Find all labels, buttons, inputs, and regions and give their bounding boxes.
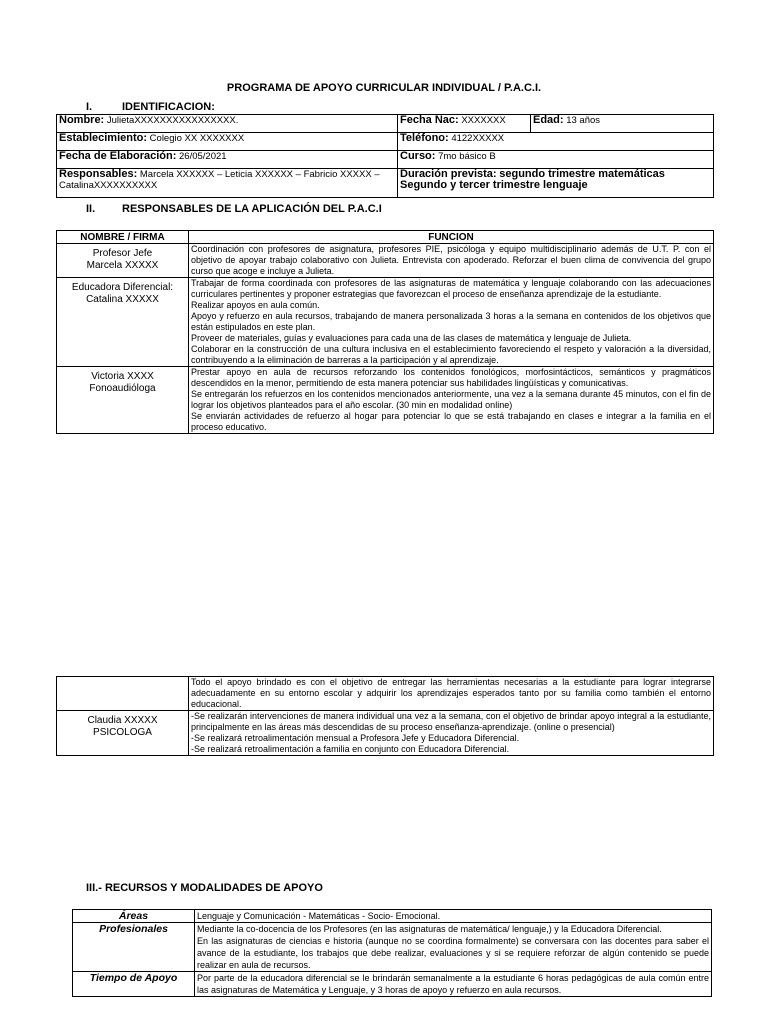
responsable-name-line: Educadora Diferencial: <box>71 282 174 293</box>
recurso-row <box>73 972 712 997</box>
responsable-function-cell <box>189 677 714 711</box>
function-paragraph: Realizar apoyos en aula común. <box>191 300 320 310</box>
section-label: IDENTIFICACION: <box>122 101 215 113</box>
curso-cell: Curso: 7mo básico B <box>398 151 714 169</box>
responsable-row <box>57 711 714 756</box>
recurso-heading: Profesionales <box>73 923 195 972</box>
header-nombre-firma: NOMBRE / FIRMA <box>57 231 189 244</box>
recurso-heading: Áreas <box>73 910 195 923</box>
recurso-paragraph: Lenguaje y Comunicación - Matemáticas - Socio- Emocional. <box>197 911 441 921</box>
responsable-name-cell <box>57 677 189 711</box>
recurso-content <box>195 923 712 972</box>
telefono-cell: Teléfono: 4122XXXXX <box>398 133 714 151</box>
responsable-function-cell <box>189 711 714 756</box>
function-paragraph: -Se realizará retroalimentación a familia en conjunto con Educadora Diferencial. <box>191 744 510 754</box>
identification-table <box>56 114 714 198</box>
responsable-name-line: Claudia XXXXX <box>87 715 158 726</box>
fecha-nac-cell: Fecha Nac: XXXXXXX <box>398 115 531 133</box>
recurso-paragraph: Mediante la co-docencia de los Profesores (en las asignaturas de matemática/ lenguaje,) y la Educadora Diferencial. <box>197 924 662 934</box>
function-paragraph: Apoyo y refuerzo en aula recursos, trabajando de manera personalizada 3 horas a la semana en contenidos de los objetivos que están estipulados en este plan. <box>191 311 711 332</box>
responsable-name-line: Catalina XXXXX <box>86 294 159 305</box>
header-funcion: FUNCION <box>189 231 714 244</box>
function-paragraph: Trabajar de forma coordinada con profesores de las asignaturas de matemática y lenguaje colaborando con las adecuaciones curriculares pertinentes y proponer estrategias que favorezcan el proceso de enseñanza aprendizaje de la estudiante. <box>191 278 711 299</box>
telefono-value: 4122XXXXX <box>451 133 505 144</box>
function-paragraph: Se entregarán los refuerzos en los contenidos mencionados anteriormente, una vez a la semana durante 45 minutos, con el fin de lograr los objetivos planteados para el año escolar. (30 min en modalidad online) <box>191 389 711 410</box>
recurso-content <box>195 972 712 997</box>
responsable-name-cell <box>57 711 189 756</box>
responsable-name-line: PSICOLOGA <box>93 727 152 738</box>
section-responsables-heading <box>86 203 382 215</box>
responsable-row <box>57 244 714 278</box>
edad-value: 13 años <box>566 115 601 126</box>
responsable-name-line: Marcela XXXXX <box>86 260 159 271</box>
recurso-paragraph: Por parte de la educadora diferencial se le brindarán semanalmente a la estudiante 6 horas pedagógicas de aula común entre las asignaturas de Matemática y Lenguaje, y 3 horas de apoyo y refuerzo en aula recursos. <box>197 973 709 995</box>
establecimiento-value: Colegio XX XXXXXXX <box>149 133 245 144</box>
recurso-row <box>73 923 712 972</box>
responsables-value: Marcela XXXXXX – Leticia XXXXXX – Fabricio XXXXX – CatalinaXXXXXXXXXX <box>59 169 380 191</box>
responsable-name-cell <box>57 367 189 434</box>
function-paragraph: Se enviarán actividades de refuerzo al hogar para potenciar lo que se está trabajando en clases e integrar a la familia en el proceso educativo. <box>191 411 711 432</box>
recurso-content <box>195 910 712 923</box>
document-title: PROGRAMA DE APOYO CURRICULAR INDIVIDUAL / P.A.C.I. <box>226 82 542 94</box>
fecha-elaboracion-value: 26/05/2021 <box>179 151 227 162</box>
section-identificacion-heading <box>86 101 215 113</box>
function-paragraph: Coordinación con profesores de asignatura, profesores PIE, psicóloga y equipo multidisciplinario además de U.T. P. con el objetivo de apoyar trabajo colaborativo con Julieta. Entrevista con apoderado. Reforzar el buen clima de convivencia del grupo curso que acoge e incluye a Julieta. <box>191 244 711 276</box>
responsable-name-line: Profesor Jefe <box>92 248 153 259</box>
section-label: RESPONSABLES DE LA APLICACIÓN DEL P.A.C.I <box>122 203 382 215</box>
responsables-cell: Responsables: Marcela XXXXXX – Leticia XXXXXX – Fabricio XXXXX – CatalinaXXXXXXXXXX <box>57 169 398 198</box>
recursos-table <box>72 909 712 997</box>
fecha-elaboracion-cell: Fecha de Elaboración: 26/05/2021 <box>57 151 398 169</box>
function-paragraph: Colaborar en la construcción de una cultura inclusiva en el establecimiento favoreciendo el respeto y valoración a la diversidad, contribuyendo a la eliminación de barreras a la participación y al aprendizaje. <box>191 344 711 365</box>
function-paragraph: Proveer de materiales, guías y evaluaciones para cada una de las clases de matemática y lenguaje de Julieta. <box>191 333 632 343</box>
responsable-row <box>57 278 714 367</box>
responsable-function-cell <box>189 278 714 367</box>
responsables-table-continued <box>56 676 714 756</box>
edad-cell: Edad: 13 años <box>531 115 714 133</box>
recurso-paragraph: En las asignaturas de ciencias e historia (aunque no se coordina formalmente) se conversara con las docentes para saber el avance de la estudiante, los trabajos que debe realizar, evaluaciones y si se requiere reforzar de algún contenido se puede realizar en aula de recursos. <box>197 936 709 970</box>
section-number: II. <box>86 203 96 215</box>
nombre-value: JulietaXXXXXXXXXXXXXXXX. <box>106 115 239 126</box>
curso-value: 7mo básico B <box>438 151 496 162</box>
function-paragraph: -Se realizará retroalimentación mensual a Profesora Jefe y Educadora Diferencial. <box>191 733 520 743</box>
function-paragraph: Prestar apoyo en aula de recursos reforzando los contenidos fonológicos, morfosintácticos, semánticos y pragmáticos descendidos en la menor, permitiendo de esta manera potenciar sus habilidades lingüísticas y comunicativas. <box>191 367 711 388</box>
responsable-row <box>57 677 714 711</box>
duracion-value-2: Segundo y tercer trimestre lenguaje <box>400 179 588 191</box>
function-paragraph: Todo el apoyo brindado es con el objetivo de entregar las herramientas necesarias a la estudiante para lograr integrarse adecuadamente en su entorno escolar y adquirir los aprendizajes esperados tanto por su familia como también el entorno educacional. <box>191 677 711 709</box>
responsable-name-line: Victoria XXXX <box>91 371 154 382</box>
responsable-name-cell <box>57 244 189 278</box>
recurso-heading: Tiempo de Apoyo <box>73 972 195 997</box>
establecimiento-cell: Establecimiento: Colegio XX XXXXXXX <box>57 133 398 151</box>
fecha-nac-value: XXXXXXX <box>461 115 506 126</box>
responsables-table <box>56 230 714 434</box>
responsable-row <box>57 367 714 434</box>
responsable-name-line: Fonoaudióloga <box>89 383 156 394</box>
nombre-cell: Nombre: JulietaXXXXXXXXXXXXXXXX. <box>57 115 398 133</box>
responsable-function-cell <box>189 367 714 434</box>
section-recursos-heading: III.- RECURSOS Y MODALIDADES DE APOYO <box>86 882 323 894</box>
recurso-row <box>73 910 712 923</box>
duracion-value-1: segundo trimestre matemáticas <box>499 168 665 180</box>
duracion-cell: Duración prevista: segundo trimestre matemáticas Segundo y tercer trimestre lenguaje <box>398 169 714 198</box>
function-paragraph: -Se realizarán intervenciones de manera individual una vez a la semana, con el objetivo de brindar apoyo integral a la estudiante, principalmente en las áreas más descendidas de su proceso enseñanza-aprendizaje. (online o presencial) <box>191 711 711 732</box>
section-number: I. <box>86 101 93 113</box>
responsable-function-cell <box>189 244 714 278</box>
responsable-name-cell <box>57 278 189 367</box>
